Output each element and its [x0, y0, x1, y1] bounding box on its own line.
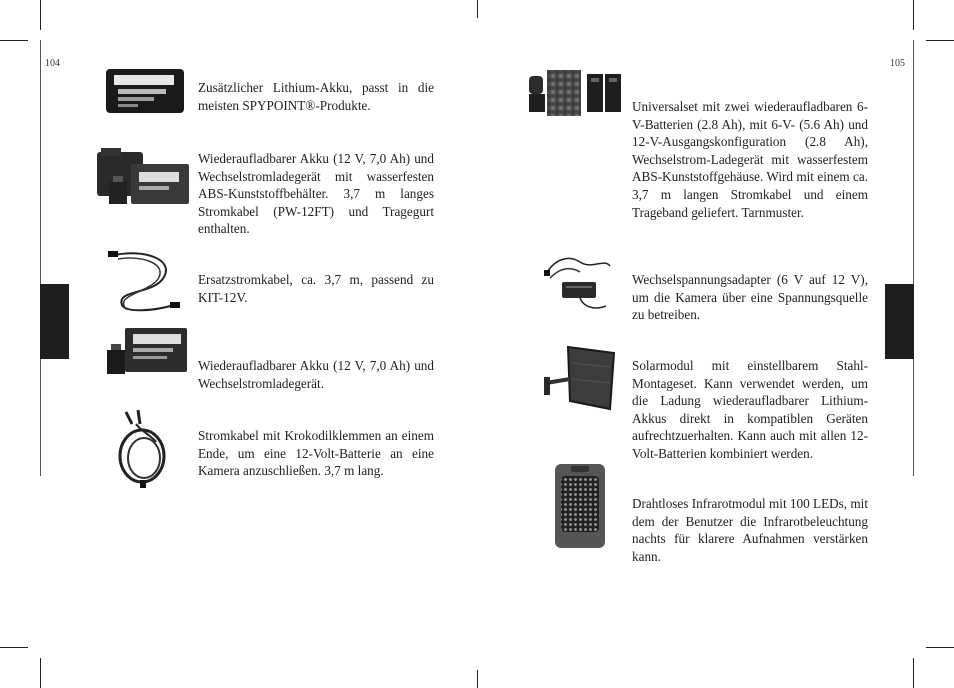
solar-panel-image	[540, 343, 616, 415]
page-edge-line	[913, 40, 914, 476]
universal-battery-set-image	[527, 66, 625, 118]
page-number-right: 105	[890, 58, 905, 69]
crop-mark	[40, 658, 41, 688]
item-description: Wiederaufladbarer Akku (12 V, 7,0 Ah) und Wechselstromladegerät mit wasserfesten ABS-Kunststoffbehälter. 3,7 m langes Stromkabel (PW-12FT) und Tragegurt enthalten.	[198, 151, 434, 237]
crop-mark	[913, 658, 914, 688]
item-description: Universalset mit zwei wiederaufladbaren 6-V-Batterien (2.8 Ah), mit 6-V- (5.6 Ah) und 12-V-Ausgangskonfiguration (2.8 Ah), Wechselstrom-Ladegerät mit wasserfestem ABS-Kunststoffgehäuse. Wird mit einem ca. 3,7 m langen Stromkabel und einem Trageband geliefert. Tarnmuster.	[632, 99, 868, 220]
chapter-tab-left	[40, 284, 69, 359]
page-edge-line	[40, 40, 41, 476]
alligator-clip-cable-image	[112, 408, 176, 490]
crop-mark	[926, 647, 954, 648]
rechargeable-battery-kit-image	[95, 146, 193, 208]
crop-mark	[40, 0, 41, 30]
battery-charger-image	[103, 324, 191, 380]
crop-mark	[913, 0, 914, 30]
item-description: Zusätzlicher Lithium-Akku, passt in die meisten SPYPOINT®-Produkte.	[198, 80, 434, 113]
item-description: Wechselspannungsadapter (6 V auf 12 V), um die Kamera über eine Spannungsquelle zu betreiben.	[632, 272, 868, 323]
item-description: Ersatzstromkabel, ca. 3,7 m, passend zu KIT-12V.	[198, 272, 434, 305]
page-number-left: 104	[45, 58, 60, 69]
crop-mark	[477, 0, 478, 18]
crop-mark	[0, 647, 28, 648]
ac-adapter-image	[540, 248, 612, 318]
crop-mark	[0, 40, 28, 41]
lithium-battery-image	[104, 67, 186, 115]
chapter-tab-right	[885, 284, 914, 359]
power-cable-image	[104, 249, 182, 317]
crop-mark	[477, 670, 478, 688]
infrared-module-image	[553, 462, 607, 550]
item-description: Solarmodul mit einstellbarem Stahl-Montageset. Kann verwendet werden, um die Ladung wiederaufladbarer Lithium-Akkus direkt in kompatiblen Geräten aufrechtzuerhalten. Kann auch mit allen 12-Volt-Batterien kombiniert werden.	[632, 358, 868, 461]
item-description: Stromkabel mit Krokodilklemmen an einem Ende, um eine 12-Volt-Batterie an eine Kamera anzuschließen. 3,7 m lang.	[198, 428, 434, 479]
item-description: Drahtloses Infrarotmodul mit 100 LEDs, mit dem der Benutzer die Infrarotbeleuchtung nachts für klarere Aufnahmen verstärken kann.	[632, 496, 868, 564]
crop-mark	[926, 40, 954, 41]
item-description: Wiederaufladbarer Akku (12 V, 7,0 Ah) und Wechselstromladegerät.	[198, 358, 434, 391]
